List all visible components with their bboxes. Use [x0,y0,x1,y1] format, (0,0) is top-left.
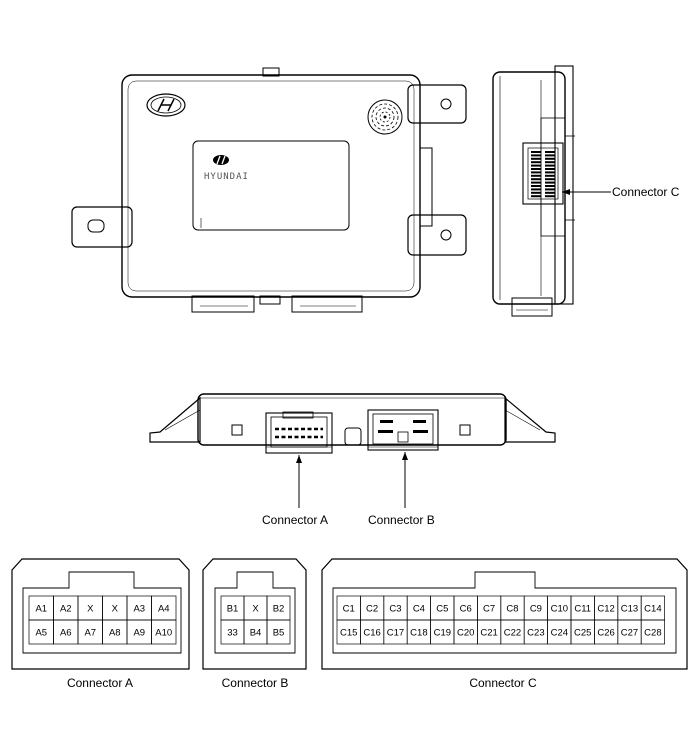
pin-label: C26 [597,627,615,639]
pin-label: C23 [527,627,545,639]
pin-contact [531,178,541,180]
pin-contact [531,151,541,153]
pin-label: X [111,603,118,615]
pin-contact [545,192,555,194]
connector-b-callout: Connector B [368,513,435,527]
connector-c-callout: Connector C [612,185,680,199]
pin-label: C5 [436,603,449,615]
pin-contact [545,154,555,156]
pin-label: B4 [249,627,262,639]
pin-label: C6 [459,603,472,615]
pin-label: C21 [480,627,498,639]
pin-contact [531,171,541,173]
pin-label: C11 [574,603,592,615]
embossed-logo-icon [147,94,185,116]
connector-a-pin-grid [29,596,176,644]
pin-contact [531,175,541,177]
pin-contact [545,151,555,153]
pin-label: C4 [412,603,425,615]
pin-label: C20 [456,627,475,639]
pin-label: B5 [272,627,285,639]
connector-b-pin-grid [221,596,290,644]
pin-contact [531,165,541,167]
pin-label: C25 [573,627,592,639]
pin-contact [545,158,555,160]
pin-label: X [87,603,94,615]
pin-contact [531,161,541,163]
brand-text: HYUNDAI [204,172,249,182]
module-bottom-view [150,394,555,527]
pin-label: C18 [410,627,428,639]
pin-label: X [252,603,259,615]
pin-contact [545,178,555,180]
pin-label: B2 [272,603,285,615]
pin-contact [531,182,541,184]
pin-label: C15 [339,627,358,639]
pin-label: A3 [133,603,146,615]
pin-label: C27 [620,627,639,639]
pin-label: C24 [550,627,569,639]
pin-contact [545,165,555,167]
connector-c-pinout [322,559,687,690]
pin-label: 33 [227,627,238,639]
pin-contact [545,185,555,187]
pin-label: C19 [433,627,452,639]
connector-c-caption: Connector C [469,676,537,690]
pin-contact [545,161,555,163]
connector-a-callout: Connector A [262,513,329,527]
connector-c-pin-grid [531,151,555,197]
pin-label: C22 [503,627,522,639]
pin-label: A2 [59,603,72,615]
pin-label: C13 [620,603,639,615]
pin-label: C17 [386,627,405,639]
pin-contact [531,158,541,160]
connector-a-pinout [12,559,189,690]
pin-contact [545,195,555,197]
pin-contact [545,171,555,173]
pin-label: C10 [550,603,569,615]
pin-label: A5 [35,627,48,639]
connector-b-caption: Connector B [221,676,289,690]
pin-contact [545,182,555,184]
pin-label: C1 [342,603,355,615]
pin-label: B1 [226,603,239,615]
pin-label: A9 [133,627,146,639]
pin-label: A8 [108,627,121,639]
pin-label: A7 [84,627,97,639]
pin-label: C8 [506,603,519,615]
pin-contact [531,192,541,194]
pin-contact [531,188,541,190]
pin-contact [545,175,555,177]
pin-label: C3 [389,603,402,615]
speaker-grille-icon [368,100,402,134]
connector-c-pinout-grid [337,596,665,644]
pin-label: C16 [363,627,381,639]
connector-a-caption: Connector A [66,676,134,690]
pin-contact [531,185,541,187]
pin-label: C14 [644,603,662,615]
pin-label: A10 [155,627,173,639]
pin-label: C9 [529,603,542,615]
connector-b-pinout [203,559,306,690]
pin-contact [531,195,541,197]
pin-label: A6 [59,627,72,639]
pin-label: C7 [483,603,496,615]
pin-contact [545,188,555,190]
pin-contact [545,168,555,170]
pin-label: C12 [597,603,615,615]
module-top-view [72,68,466,312]
pin-label: A1 [35,603,48,615]
pin-contact [531,154,541,156]
module-side-view [493,66,680,316]
pin-contact [531,168,541,170]
hyundai-logo-icon [213,155,229,165]
pin-label: A4 [157,603,170,615]
pin-label: C28 [644,627,662,639]
pin-label: C2 [366,603,379,615]
